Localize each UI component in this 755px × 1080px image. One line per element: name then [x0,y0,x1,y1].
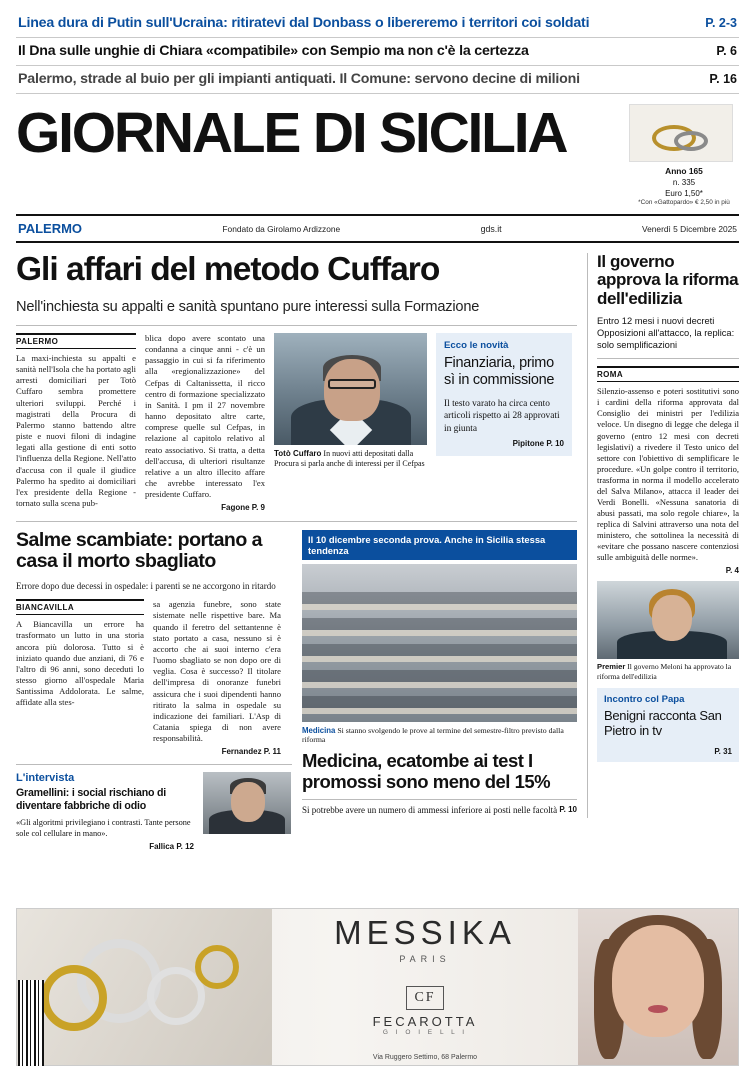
story3-photo-caption [302,726,577,744]
box-kicker: Ecco le novità [444,339,509,351]
advertisement-banner[interactable] [16,908,739,1066]
right-box-headline: Benigni racconta San Pietro in tv [604,708,722,738]
right-photo-caption-name: Premier [597,662,626,672]
lead-body-2: blica dopo avere scontato una condanna a cinque anni - c'è un passaggio in cui si fa riferimento alla «regionalizzazione» del Cefpas di Caltanissetta, il ricco centro di formazione specializzato in Sanità. I pm il 27 novembre hanno depositato altre carte, comprese quelle sul Cefpas, in relazione al capitolo relativo al reato associativo. Si tratta, a detta dell'accusa, di ulteriori risultanze relative a un altro illecito affare che avrebbe interessato l'ex presidente Cuffaro. [145,332,265,500]
interview-photo [203,772,291,834]
website-url[interactable]: gds.it [480,223,502,234]
box-byline[interactable]: Pipitone P. 10 [512,438,564,448]
teaser-text: Linea dura di Putin sull'Ucraina: ritiratevi dal Donbass o libereremo i territori coi soldati [18,15,590,31]
lead-body-1: La maxi-inchiesta su appalti e sanità nell'Isola che ha portato agli arresti domiciliari per Totò Cuffaro sembra promettere ulteriori sviluppi. Perché i magistrati della Procura di Palermo stanno battendo altre piste e nuovi filoni di indagine legati alla gestione di enti sotto l'influenza della Regione. Nell'atto d'accusa con il quale il giudice Palermo ha spedito ai domiciliari l'ex presidente della Regione - tornato sulla scena pub- [16,352,136,509]
story2-subheadline: Errore dopo due decessi in ospedale: i parenti se ne accorgono in ritardo [16,580,276,591]
submasthead [16,214,739,243]
lead-article [16,333,577,513]
edition-number: n. 335 [672,177,696,187]
right-body: Silenzio-assenso e poteri sostitutivi sono i cardini della riforma approvata dal Consiglio dei ministri per l'edilizia veloce. Un disegno di legge che delega il governo (entro 12 mesi con decreti legislativi) a rivedere il Testo unico del settore con l'obiettivo di semplificare le procedure. «Un golpe contro il territorio, trasforma in norma il modello accelerato del Salva Milano», attacca il leader dei Verdi Bonelli. «Nessuna sanatoria di abusi passati, ma solo regole chiare», la replica di Salvini attraverso una nota del ministero, che sottolinea la necessità di «evitare che possano nascere contenziosi sulle ambiguità delle norme». [597,386,739,563]
lead-text-column-1 [16,333,136,513]
interview-kicker: L'intervista [16,772,75,785]
ad-brand-name: MESSIKA [334,913,516,951]
story-medicina [302,530,577,850]
edition-year: Anno 165 [665,166,703,176]
founder-line: Fondato da Girolamo Ardizzone [222,223,341,234]
right-box-kicker: Incontro col Papa [604,694,685,706]
edition-price-note: *Con «Gattopardo» € 2,50 in più [638,199,730,207]
edition-info [629,166,739,208]
lead-sidebar-box[interactable] [436,333,572,513]
cuffaro-photo [274,333,427,445]
story3-page: P. 10 [559,805,577,815]
teaser-row[interactable] [16,38,739,66]
barcode [18,980,44,1066]
edition-price: Euro 1,50* [665,188,703,198]
ad-rings-image [17,909,272,1065]
story-salme [16,530,292,850]
story2-body-1: A Biancavilla un errore ha trasformato un lutto in una storia ancora più dolorosa. Tutto si è iniziato quando due anziani, di 76 e l'altro di 96 anni, sono deceduti lo stesso giorno all'ospedale Maria Santissima Addolorata. Le salme, affidate alla stes- [16,619,144,708]
right-column [588,253,739,818]
lead-kicker: PALERMO [16,333,136,349]
ad-brand-sub: PARIS [399,953,451,964]
story3-caption-text: Si stanno svolgendo le prove al termine del semestre-filtro previsto dalla riforma [302,726,564,745]
story3-banner: Il 10 dicembre seconda prova. Anche in Sicilia stessa tendenza [302,530,577,560]
masthead-info-block [629,104,739,208]
right-page[interactable]: P. 4 [725,566,739,576]
lead-byline[interactable]: Fagone P. 9 [221,503,265,513]
teaser-row[interactable] [16,66,739,94]
jewelry-promo-image [629,104,733,162]
right-headline[interactable]: Il governo approva la riforma dell'edilizia [597,252,739,308]
top-teasers [16,0,739,94]
lead-subheadline: Nell'inchiesta su appalti e sanità spuntano pure interessi sulla Formazione [16,298,480,315]
right-box-page[interactable]: P. 31 [714,746,732,756]
box-text: Il testo varato ha circa cento articoli rispetto ai 28 approvati in giunta [444,399,560,434]
teaser-page: P. 6 [716,44,737,58]
teaser-row[interactable] [16,10,739,38]
content-grid [16,251,739,851]
story2-column-1 [16,599,144,756]
lead-text-column-2 [145,333,265,513]
masthead [16,101,739,208]
story2-headline[interactable]: Salme scambiate: portano a casa il morto sbagliato [16,529,263,573]
story2-body-2: sa agenzia funebre, sono state sistemate nelle rispettive bare. Ma quando il feretro del settantenne è stato portato a casa, nessuno si è accorto che ai suoi interno c'era l'uomo sbagliato se non dopo ore di veglia. Cosa è successo? Il titolare dell'impresa di onoranze funebri assicura che i suoi dipendenti hanno ritirato la salma in ospedale su indicazione dei familiari. L'Asp di Catania spiega di non avere responsabilità. [153,599,281,744]
ad-retailer-category: G I O I E L L I [382,1028,468,1036]
edition-city: PALERMO [18,221,83,237]
teaser-page: P. 2-3 [705,16,737,30]
ad-retailer-name: FECAROTTA [372,1013,478,1029]
ad-retailer-logo [272,986,578,1036]
teaser-text: Palermo, strade al buio per gli impianti antiquati. Il Comune: servono decine di milioni [18,71,580,87]
lead-photo-column [274,333,427,513]
lead-photo-caption-name: Totò Cuffaro [274,448,322,458]
ad-model-photo [578,909,738,1065]
interview-headline[interactable]: Gramellini: i social rischiano di diventare fabbriche di odio [16,787,166,812]
divider [16,325,577,326]
story2-column-2 [153,599,281,756]
story-interview [16,764,292,850]
divider [597,358,739,359]
edition-date: Venerdì 5 Dicembre 2025 [641,223,737,234]
lead-headline[interactable]: Gli affari del metodo Cuffaro [16,251,440,289]
story2-byline[interactable]: Fernandez P. 11 [221,747,281,757]
secondary-stories-row [16,521,577,850]
ad-address: Via Ruggero Settimo, 68 Palermo [372,1053,478,1061]
story2-kicker: BIANCAVILLA [16,599,144,615]
story3-caption-label: Medicina [302,726,336,736]
ad-logo-monogram: CF [406,986,443,1010]
story3-subheadline [302,799,577,815]
right-photo-caption [597,662,739,681]
story3-headline[interactable]: Medicina, ecatombe ai test I promossi sono meno del 15% [302,750,551,792]
page-title: GIORNALE DI SICILIA [16,101,567,165]
teaser-page: P. 16 [709,72,737,86]
right-kicker: ROMA [597,366,739,382]
right-sidebar-box[interactable] [597,688,739,762]
interview-quote: «Gli algoritmi privilegiano i contrasti. Tante persone sole col cellulare in mano». [16,818,191,839]
right-subheadline: Entro 12 mesi i nuovi decreti Opposizioni all'attacco, la replica: solo semplificazioni [597,316,735,351]
interview-byline[interactable]: Fallica P. 12 [149,841,194,851]
main-column [16,251,588,851]
box-headline: Finanziaria, primo sì in commissione [444,354,555,388]
teaser-text: Il Dna sulle unghie di Chiara «compatibile» con Sempio ma non c'è la certezza [18,43,529,59]
meloni-photo [597,581,739,659]
right-photo-caption-text: Il governo Meloni ha approvato la riforma dell'edilizia [597,662,732,681]
lead-photo-caption [274,449,427,469]
lead-photo-caption-text: In nuovi atti depositati dalla Procura si parla anche di interessi per il Cefpas [274,448,425,468]
ad-brand-block [272,914,578,1061]
story3-subheadline-text: Si potrebbe avere un numero di ammessi inferiore ai posti nelle facoltà [302,805,558,816]
lecture-hall-photo [302,564,577,722]
